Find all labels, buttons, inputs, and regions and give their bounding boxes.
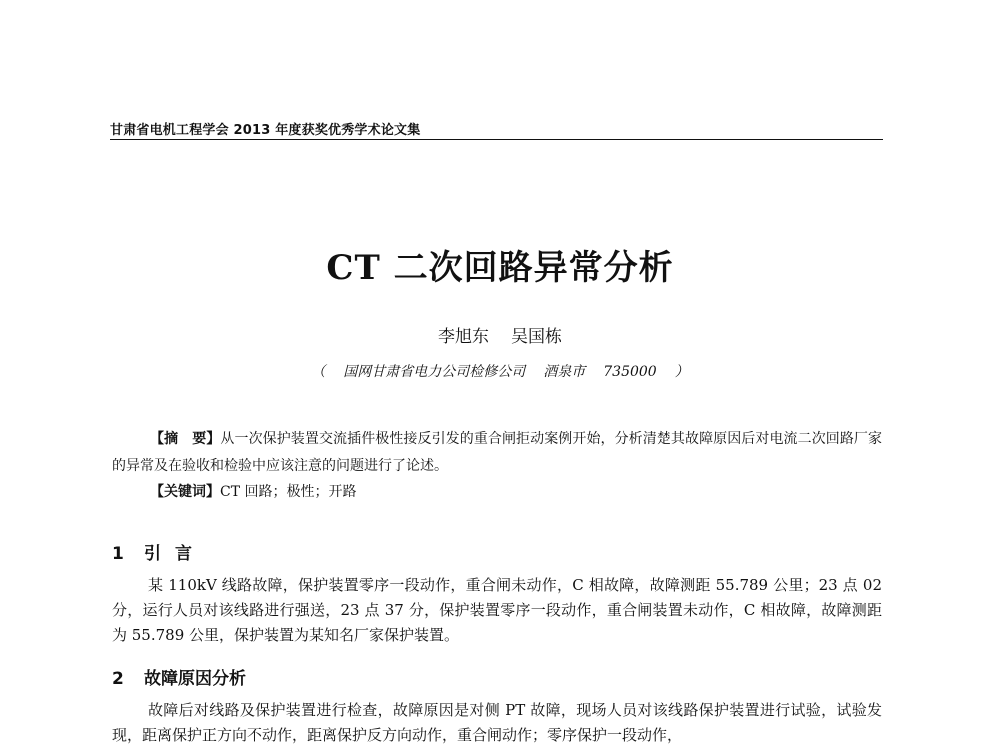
keywords-label: 【关键词】 [150,484,220,500]
keywords [112,479,882,506]
author-name: 吴国栋 [511,327,562,347]
running-header: 甘肃省电机工程学会 2013 年度获奖优秀学术论文集 [110,123,421,138]
affiliation-org: 国网甘肃省电力公司检修公司 [343,364,526,380]
abstract-text: 从一次保护装置交流插件极性接反引发的重合闸拒动案例开始，分析清楚其故障原因后对电流二次回路厂家的异常及在验收和检验中应该注意的问题进行了论述。 [112,431,883,474]
section-title: 故障原因分析 [144,669,246,689]
section-title: 引言 [144,544,206,564]
author-name: 李旭东 [438,327,489,347]
affiliation-zip: 735000 [603,364,657,380]
affiliation-city: 酒泉市 [543,364,586,380]
section-number: 1 [112,544,124,564]
affiliation-open: （ [311,364,326,380]
section-heading [112,664,246,689]
section-body: 某 110kV 线路故障，保护装置零序一段动作，重合闸未动作，C 相故障，故障测距 55.789 公里；23 点 02 分，运行人员对该线路进行强送，23 点 37 分，保护装置零序一段动作，重合闸装置未动作，C 相故障，故障测距为 55.789 公里，保护装置为某知名厂家保护装置。 [112,576,882,644]
section-number: 2 [112,669,124,689]
abstract [112,426,882,480]
authors [0,322,1000,347]
paper-title: CT 二次回路异常分析 [326,248,674,288]
section-body: 故障后对线路及保护装置进行检查，故障原因是对侧 PT 故障，现场人员对该线路保护装置进行试验，试验发现，距离保护正方向不动作，距离保护反方向动作，重合闸动作；零序保护一段动作， [112,701,882,744]
section-heading [112,539,206,564]
header-rule [110,139,883,140]
abstract-label: 【摘 要】 [150,431,221,447]
affiliation [0,361,1000,381]
keywords-text: CT 回路；极性；开路 [220,484,357,500]
affiliation-close: ） [674,364,689,380]
